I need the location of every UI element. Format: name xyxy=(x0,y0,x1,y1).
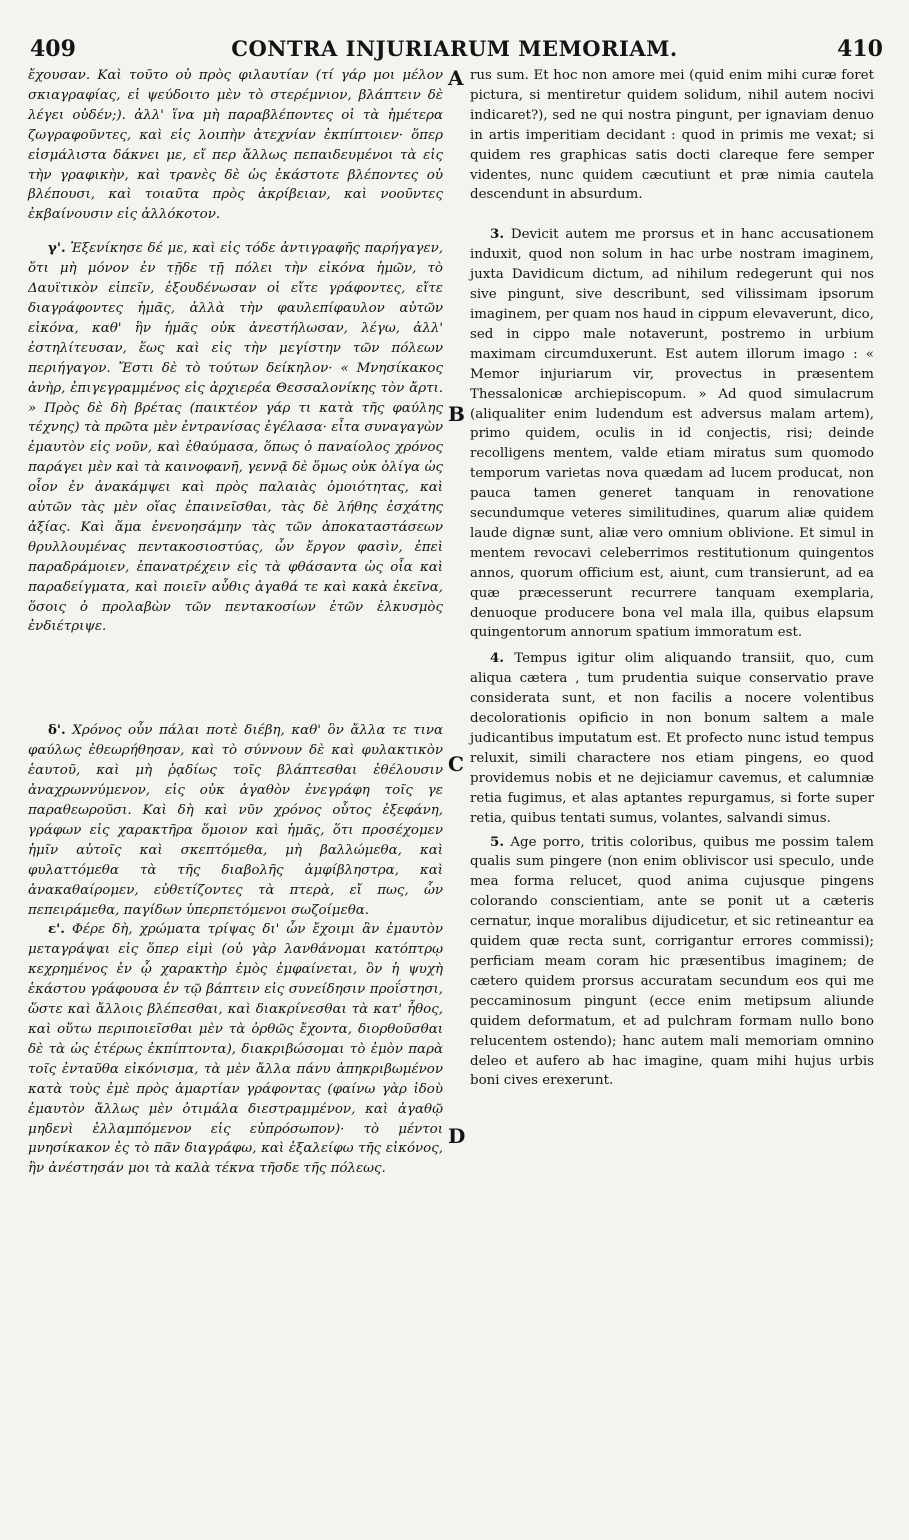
greek-column xyxy=(28,66,443,1179)
latin-section-number: 3. xyxy=(490,226,504,243)
latin-paragraph-2 xyxy=(470,225,874,643)
latin-paragraph-1: rus sum. Et hoc non amore mei (quid enim mihi curæ foret pictura, si mentiretur quidem solidum, nihil autem nocivi indicaret?), sed ne qui nostra pingunt, per ignaviam denuo in artis imperitiam decidant : quod in primis me vexat; si quidem res graphicas satis docti clareque fere semper videntes, nunc quidem cæcutiunt et præ nimia cautela descendunt in absurdum. xyxy=(470,68,874,203)
latin-paragraph-4 xyxy=(470,833,874,1092)
greek-paragraph-4 xyxy=(28,920,443,1179)
left-page-number: 409 xyxy=(30,36,76,62)
margin-marker-d: D xyxy=(448,1124,466,1148)
greek-section-number: γ'. xyxy=(48,240,66,257)
right-page-number: 410 xyxy=(837,36,883,62)
greek-paragraph-text: Φέρε δὴ, χρώματα τρίψας δι' ὧν ἔχοιμι ἂν ἐμαυτὸν μεταγράψαι εἰς ὅπερ εἰμὶ (οὐ γὰρ λανθάνομαι κατόπτρῳ κεχρημένος ἐν ᾧ χαρακτὴρ ἐμὸς ἐμφαίνεται, ὃν ἡ ψυχὴ ἑκάστου γράφουσα ἐν τῷ βάπτειν εἰς συνείδησιν προΐστησι, ὥστε καὶ ἄλλοις βλέπεσθαι, καὶ διακρίνεσθαι τὰ κατ' ἦθος, καὶ οὕτω περιποιεῖσθαι μὲν τὰ ὀρθῶς ἔχοντα, διορθοῦσθαι δὲ τὰ ὡς ἑτέρως ἐκπίπτοντα), διακριβώσομαι τὸ ἐμὸν παρὰ τοῖς ἐνταῦθα εἰκόνισμα, τὰ μὲν ἄλλα πάνυ ἀπηκριβωμένον κατὰ τοὺς ἐμὲ πρὸς ἁμαρτίαν γράφοντας (φαίνω γὰρ ἰδοὺ ἐμαυτὸν ἄλλως μὲν ὀτιμάλα διεστραμμένον, καὶ ἀγαθῷ μηδενὶ ἐλλαμπόμενον εἰς εὐπρόσωπον)· τὸ μέντοι μνησίκακον ἐς τὸ πᾶν διαγράφω, καὶ ἐξαλείφω τῆς εἰκόνος, ἣν ἀνέστησάν μοι τὰ καλὰ τέκνα τῆσδε τῆς πόλεως. xyxy=(28,922,443,1177)
greek-section-number: δ'. xyxy=(48,722,66,739)
greek-paragraph-text: Χρόνος οὖν πάλαι ποτὲ διέβη, καθ' ὃν ἄλλα τε τινα φαύλως ἐθεωρήθησαν, καὶ τὸ σύννουν δὲ καὶ φυλακτικὸν ἑαυτοῦ, καὶ μὴ ῥᾳδίως τοῖς βλάπτεσθαι ἐθέλουσιν ἀναχρωννύμενον, εἰς οὐκ ἀγαθὸν ἐνεγράφη τοῖς γε παραθεωροῦσι. Καὶ δὴ καὶ νῦν χρόνος οὗτος ἐξεφάνη, γράφων εἰς χαρακτῆρα ὅμοιον καὶ ἡμᾶς, ὅτι προσέχομεν ἡμῖν αὐτοῖς καὶ σκεπτόμεθα, μὴ βαλλώμεθα, καὶ φυλαττόμεθα τὰ τῆς διαβολῆς ἀμφίβληστρα, καὶ ἀνακαθαίρομεν, εὐθετίζοντες τὰ πτερὰ, εἴ πως, ὧν πεπειράμεθα, παγίδων ὑπερπετόμενοι σωζοίμεθα. xyxy=(28,723,443,918)
latin-paragraph-text: Tempus igitur olim aliquando transiit, quo, cum aliqua cætera , tum prudentia suique conservatio prave considerata sunt, et non facilis a nocere volentibus decolorationis opificio in non bonum saltem a male judicantibus imputatum est. Et profecto nunc istud tempus reluxit, simili charactere nos etiam pingens, eo quod providemus nobis et ne dejiciamur cavemus, et calumniæ retia fugimus, et alas aptantes repurgamus, si forte super retia, quibus tentati sumus, volantes, salvandi simus. xyxy=(470,651,874,826)
running-title: CONTRA INJURIARUM MEMORIAM. xyxy=(231,36,678,61)
greek-paragraph-3 xyxy=(28,721,443,920)
latin-section-number: 5. xyxy=(490,833,504,850)
page-header xyxy=(0,0,909,64)
margin-marker-c: C xyxy=(448,752,464,776)
latin-section-number: 4. xyxy=(490,650,504,667)
margin-marker-a: A xyxy=(448,66,464,90)
latin-paragraph-text: Age porro, tritis coloribus, quibus me possim talem qualis sum pingere (non enim obliviscor usi speculo, unde mea forma relucet, quod anima cujusque pingens colorando conscientiam, ante se ponit ut a cæteris cernatur, inque moralibus dijudicetur, et sic retineantur ea quidem quæ recta sunt, corrigantur errores commissi); perficiam meam coram hic præsentibus imaginem; de cætero quidem prorsus accuratam secundum eos qui me peccaminosum pingunt (ecce enim metipsum aliunde quidem deformatum, et ad pulchram formam nullo bono relucentem ostendo); hanc autem mali memoriam omnino deleo et aufero ab hac imagine, quam mihi hujus urbis boni cives erexerunt. xyxy=(470,834,874,1089)
margin-marker-b: B xyxy=(448,402,465,426)
latin-column xyxy=(470,66,874,1091)
greek-section-number: ε'. xyxy=(48,921,65,938)
greek-paragraph-1: ἔχουσαν. Καὶ τοῦτο οὐ πρὸς φιλαυτίαν (τί γάρ μοι μέλον σκιαγραφίας, εἰ ψεύδοιτο μὲν τὸ στερέμνιον, βλάπτειν δὲ λέγει οὐδέν;). ἀλλ' ἵνα μὴ παραβλέποντες οἱ τὰ ἡμέτερα ζωγραφοῦντες, καὶ εἰς λοιπὴν ἀτεχνίαν ἐκπίπτοιεν· ὅπερ εἰσμάλιστα δάκνει με, εἴ περ ἄλλως πεπαιδευμένοι τὰ εἰς τὴν γραφικὴν, καὶ τρανὲς δὲ ὡς ἑκάστοτε βλέποντες οὐ βλέπουσι, καὶ τοιαῦτα πρὸς ἀκρίβειαν, καὶ νοοῦντες ἐκβαίνουσιν εἰς ἀλλόκοτον. xyxy=(28,68,443,223)
latin-paragraph-text: Devicit autem me prorsus et in hanc accusationem induxit, quod non solum in hac urbe nostram imaginem, juxta Davidicum dictum, ad nihilum redegerunt qui nos sive pingunt, sive describunt, sed vilissimam ipsorum imaginem, per quam nos haud in cippum elevaverunt, dico, sed in cippo male notaverunt, postremo in urbium maximam circumduxerunt. Est autem illorum imago : « Memor injuriarum vir, provectus in præsentem Thessalonicæ archiepiscopum. » Ad quod simulacrum (aliqualiter enim ludendum est adversus malam artem), primo quidem, oculis in id conjectis, risi; deinde recolligens mentem, valde etiam miratus sum quomodo temporum varietas nova quædam ad lucem producat, non pauca tamen generet tanquam in renovatione secundumque veteres similitudines, quarum aliæ quidem laude dignæ sunt, aliæ vero omnium oblivione. Et simul in mentem revocavi celeberrimos restitutionum quingentos annos, quorum officium est, aiunt, cum transierunt, ad ea quæ præcesserunt recurrere tanquam exemplaria, denuoque producere bona vel mala illa, quibus elapsum quingentorum annorum spatium immoratum est. xyxy=(470,227,874,641)
greek-paragraph-text: Ἐξενίκησε δέ με, καὶ εἰς τόδε ἀντιγραφῆς παρήγαγεν, ὅτι μὴ μόνον ἐν τῇδε τῇ πόλει τὴν εἰκόνα ἡμῶν, τὸ Δαυϊτικὸν εἰπεῖν, ἐξουδένωσαν οἱ εἴτε γράφοντες, εἴτε διαγράφοντες ἡμᾶς, ἀλλὰ τὴν φαυλεπίφαυλον αὐτῶν εἰκόνα, καθ' ἣν ἡμᾶς οὐκ ἀνεστήλωσαν, λέγω, ἀλλ' ἐστηλίτευσαν, ἕως καὶ εἰς τὴν μεγίστην τῶν πόλεων περιήγαγον. Ἔστι δὲ τὸ τούτων δείκηλον· « Μνησίκακος ἀνὴρ, ἐπιγεγραμμένος εἰς ἀρχιερέα Θεσσαλονίκης τὸν ἄρτι. » Πρὸς δὲ δὴ βρέτας (παικτέον γάρ τι κατὰ τῆς φαύλης τέχνης) τὰ πρῶτα μὲν ἐντρανίσας ἐγέλασα· εἶτα συναγαγὼν ἐμαυτὸν εἰς νοῦν, καὶ ἐθαύμασα, ὅπως ὁ παναίολος χρόνος παράγει μὲν καὶ τὰ καινοφανῆ, γεννᾷ δὲ ὅμως οὐκ ὀλίγα ὡς οἷον ἐν ἀνακάμψει καὶ πρὸς παλαιὰς ὁμοιότητας, καὶ αὐτῶν τὰς μὲν οἵας ἐπαινεῖσθαι, τὰς δὲ λήθης ἐσχάτης ἀξίας. Καὶ ἅμα ἐνενοησάμην τὰς τῶν ἀποκαταστάσεων θρυλλουμένας πεντακοσιοστύας, ὧν ἔργον φασὶν, ἐπεὶ παραδράμοιεν, ἐπανατρέχειν εἰς τὰ φθάσαντα ὡς οἷα καὶ παραδείγματα, καὶ ποιεῖν αὖθις ἀγαθά τε καὶ κακὰ ἐκεῖνα, ὅσοις ὁ προλαβὼν τῶν πεντακοσίων ἐτῶν ἑλκυσμὸς ἐνδιέτριψε. xyxy=(28,241,443,635)
greek-paragraph-2 xyxy=(28,239,443,637)
latin-paragraph-3 xyxy=(470,649,874,828)
